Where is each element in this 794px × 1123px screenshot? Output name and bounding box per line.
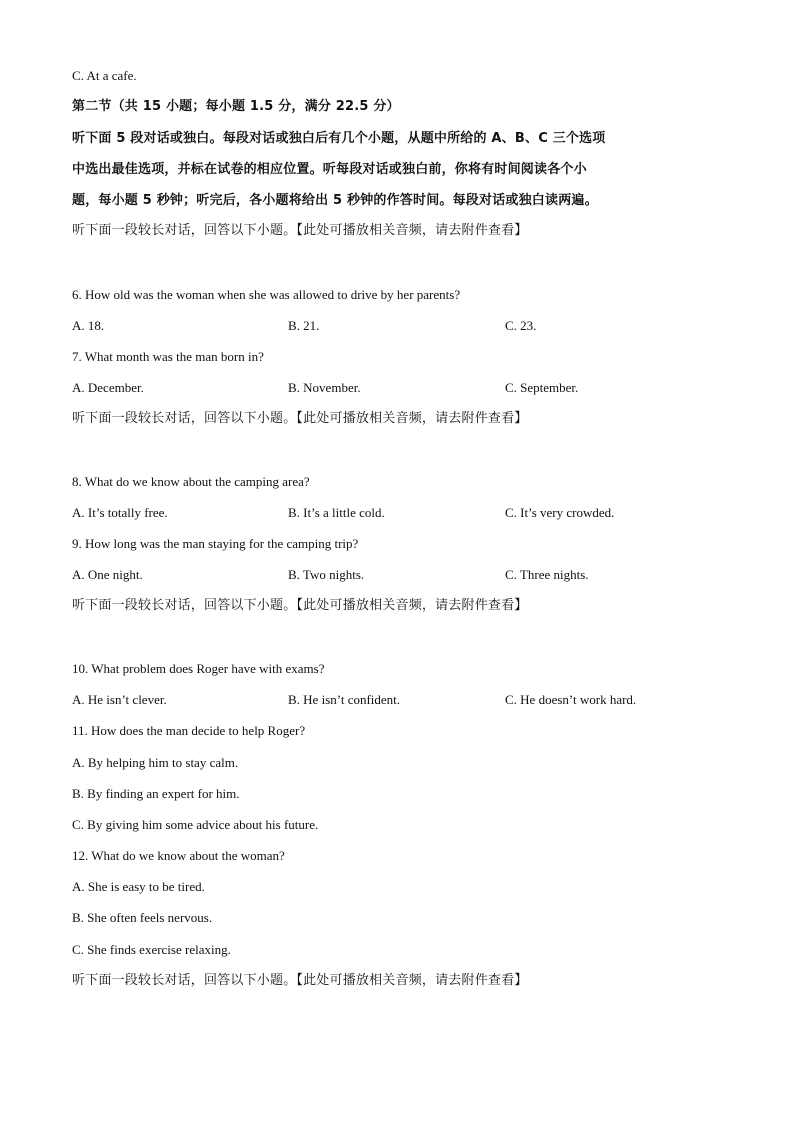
option-c: C. Three nights. bbox=[505, 567, 589, 582]
option-c: C. By giving him some advice about his future. bbox=[72, 817, 319, 832]
option-a: A. One night. bbox=[72, 567, 143, 582]
instruction-line-2: 中选出最佳选项，并标在试卷的相应位置。听每段对话或独白前，你将有时间阅读各个小 bbox=[72, 162, 587, 177]
audio-note: 听下面一段较长对话，回答以下小题。【此处可播放相关音频，请去附件查看】 bbox=[72, 411, 528, 426]
option-b: B. By finding an expert for him. bbox=[72, 786, 240, 801]
option-row bbox=[72, 504, 732, 522]
option-b: B. 21. bbox=[288, 318, 320, 333]
option-a: A. By helping him to stay calm. bbox=[72, 755, 239, 770]
option-c: C. September. bbox=[505, 380, 579, 395]
audio-note: 听下面一段较长对话，回答以下小题。【此处可播放相关音频，请去附件查看】 bbox=[72, 223, 528, 238]
option-row bbox=[72, 379, 732, 397]
question-stem: 9. How long was the man staying for the camping trip? bbox=[72, 536, 359, 551]
question-stem: 7. What month was the man born in? bbox=[72, 349, 264, 364]
option-a: A. It’s totally free. bbox=[72, 505, 168, 520]
audio-note: 听下面一段较长对话，回答以下小题。【此处可播放相关音频，请去附件查看】 bbox=[72, 973, 528, 988]
instruction-line-1: 听下面 5 段对话或独白。每段对话或独白后有几个小题，从题中所给的 A、B、C 三个选项 bbox=[72, 131, 606, 146]
option-b: B. She often feels nervous. bbox=[72, 910, 213, 925]
question-stem: 8. What do we know about the camping area? bbox=[72, 474, 310, 489]
option-c: C. It’s very crowded. bbox=[505, 505, 615, 520]
audio-note: 听下面一段较长对话，回答以下小题。【此处可播放相关音频，请去附件查看】 bbox=[72, 598, 528, 613]
option-row bbox=[72, 691, 732, 709]
option-a: A. He isn’t clever. bbox=[72, 692, 167, 707]
question-stem: 6. How old was the woman when she was allowed to drive by her parents? bbox=[72, 287, 461, 302]
option-c: C. He doesn’t work hard. bbox=[505, 692, 637, 707]
instruction-line-3: 题，每小题 5 秒钟；听完后，各小题将给出 5 秒钟的作答时间。每段对话或独白读两遍。 bbox=[72, 193, 598, 208]
question-stem: 12. What do we know about the woman? bbox=[72, 848, 285, 863]
option-row bbox=[72, 317, 732, 335]
section-heading: 第二节（共 15 小题；每小题 1.5 分，满分 22.5 分） bbox=[72, 99, 400, 114]
option-row bbox=[72, 566, 732, 584]
option-a: A. She is easy to be tired. bbox=[72, 879, 205, 894]
option-b: B. November. bbox=[288, 380, 361, 395]
option-c: C. She finds exercise relaxing. bbox=[72, 942, 231, 957]
option-b: B. Two nights. bbox=[288, 567, 365, 582]
option-c: C. 23. bbox=[505, 318, 537, 333]
option-b: B. He isn’t confident. bbox=[288, 692, 401, 707]
previous-option: C. At a cafe. bbox=[72, 68, 137, 83]
question-stem: 10. What problem does Roger have with exams? bbox=[72, 661, 325, 676]
option-a: A. 18. bbox=[72, 318, 105, 333]
option-b: B. It’s a little cold. bbox=[288, 505, 385, 520]
option-a: A. December. bbox=[72, 380, 144, 395]
question-stem: 11. How does the man decide to help Roger? bbox=[72, 723, 306, 738]
